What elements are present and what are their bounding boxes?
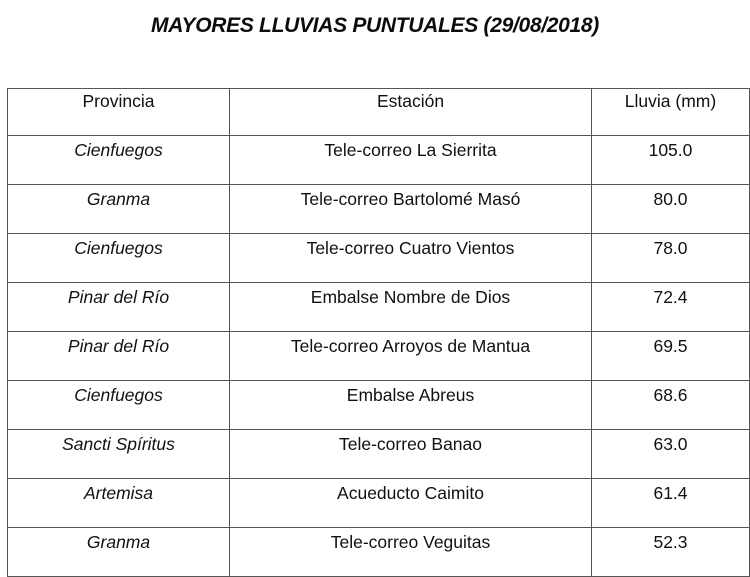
cell-lluvia: 105.0 [592,136,750,185]
table-row [8,234,750,283]
cell-provincia: Granma [8,185,230,234]
cell-estacion: Tele-correo Arroyos de Mantua [230,332,592,381]
cell-provincia: Pinar del Río [8,283,230,332]
header-lluvia: Lluvia (mm) [592,89,750,136]
cell-estacion: Acueducto Caimito [230,479,592,528]
table-row [8,136,750,185]
table-row [8,332,750,381]
cell-estacion: Tele-correo Cuatro Vientos [230,234,592,283]
rainfall-table [7,88,750,577]
header-estacion: Estación [230,89,592,136]
cell-estacion: Tele-correo La Sierrita [230,136,592,185]
cell-estacion: Embalse Abreus [230,381,592,430]
header-provincia: Provincia [8,89,230,136]
cell-estacion: Embalse Nombre de Dios [230,283,592,332]
cell-lluvia: 80.0 [592,185,750,234]
table-row [8,185,750,234]
table-row [8,479,750,528]
cell-provincia: Cienfuegos [8,381,230,430]
cell-lluvia: 63.0 [592,430,750,479]
cell-provincia: Cienfuegos [8,234,230,283]
table-row [8,283,750,332]
page-title: MAYORES LLUVIAS PUNTUALES (29/08/2018) [151,14,599,37]
cell-provincia: Sancti Spíritus [8,430,230,479]
table-header-row [8,89,750,136]
cell-provincia: Artemisa [8,479,230,528]
cell-lluvia: 61.4 [592,479,750,528]
table-row [8,528,750,577]
cell-lluvia: 52.3 [592,528,750,577]
cell-provincia: Cienfuegos [8,136,230,185]
table-row [8,381,750,430]
cell-estacion: Tele-correo Veguitas [230,528,592,577]
cell-estacion: Tele-correo Banao [230,430,592,479]
cell-lluvia: 68.6 [592,381,750,430]
cell-provincia: Granma [8,528,230,577]
cell-lluvia: 78.0 [592,234,750,283]
cell-lluvia: 72.4 [592,283,750,332]
cell-provincia: Pinar del Río [8,332,230,381]
cell-lluvia: 69.5 [592,332,750,381]
cell-estacion: Tele-correo Bartolomé Masó [230,185,592,234]
table-row [8,430,750,479]
